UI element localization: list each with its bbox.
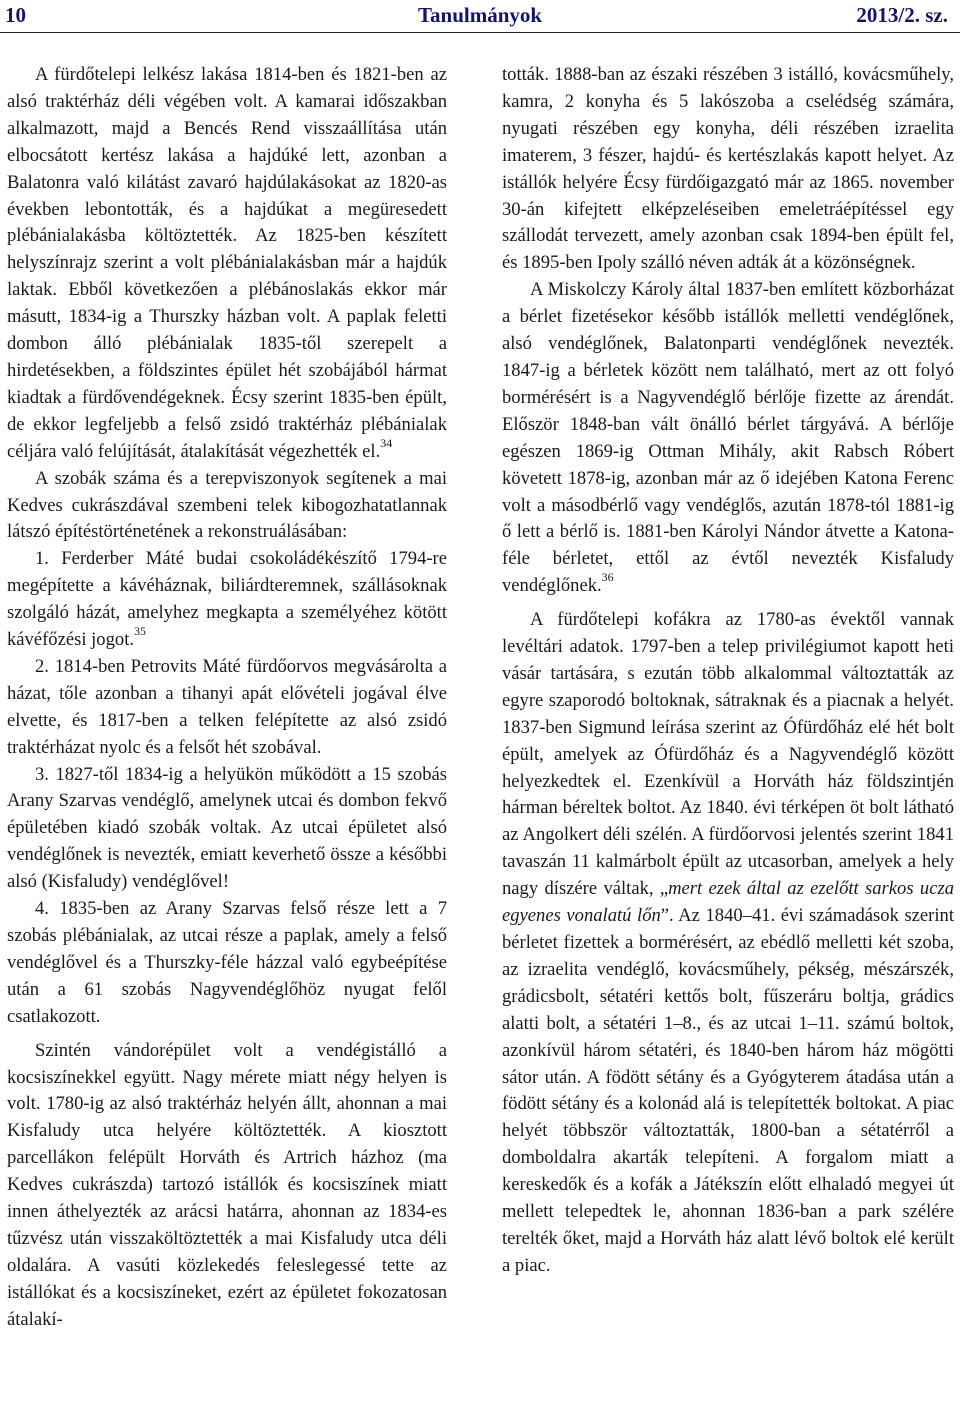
paragraph: Szintén vándorépület volt a vendégistálló a kocsiszínekkel együtt. Nagy mérete miatt négy helyen is volt. 1780-ig az alsó traktérház helyén állt, ahonnan a mai Kisfaludy utca helyére költöztették. A kiosztott parcellákon felépült Horváth és Artrich házhoz (ma Kedves cukrászda) tartozó istállók és kocsiszínek miatt innen áthelyezték az arácsi határra, ahonnan az 1834-es tűzvész után visszaköltöztették a mai Kisfaludy utca déli oldalára. A vasúti közlekedés feleslegessé tette az istállókat és a kocsiszíneket, ezért az épületet fokozatosan átalakí- — [7, 1039, 447, 1330]
paragraph: A szobák száma és a terepviszonyok segítenek a mai Kedves cukrászdával szembeni telek kibogozhatatlannak látszó építéstörténetének a rekonstruálásában: — [7, 467, 447, 543]
paragraph: 4. 1835-ben az Arany Szarvas felső része lett a 7 szobás plébánialak, az utcai része a paplak, amely a felső vendéglővel és a Thurszky-féle házzal való egybeépítése után a 61 szobás Nagyvendéglőhöz nyugat felől csatlakozott. — [7, 898, 447, 1027]
paragraph: 1. Ferderber Máté budai csokoládékészítő 1794-re megépítette a kávéháznak, biliárdteremnek, szállásoknak szolgáló házát, amelyhez megkapta a személyéhez kötött kávéfőzési jogot.$^{35}$ — [7, 548, 447, 651]
footnote-ref[interactable]: 35 — [134, 623, 147, 638]
quote-italic: mert ezek által az ezelőtt sarkos ucza egyenes vonalatú lőn — [502, 878, 954, 927]
paragraph: A fürdőtelepi lelkész lakása 1814-ben és 1821-ben az alsó traktérház déli végében volt. A kamarai időszakban alkalmazott, majd a Bencés Rend visszaállítása után elbocsátott kertész lakása a hajdúké lett, azonban a Balatonra való kilátást zavaró hajdúlakásokat az 1820-as években lebontották, és a hajdúkat a megüresedett plébánialakásba költöztették. Az 1825-ben készített helyszínrajz szerint a volt plébánialakásban már a hajdúk laktak. Ebből következően a plébánoslakás ekkor már másutt, 1834-ig a Thurszky házban volt. A paplak feletti dombon álló plébánialak 1835-től szerepelt a hirdetésekben, a földszintes épület hét szobájából hármat kiadtak a fürdővendégeknek. Écsy szerint 1835-ben épült, de ekkor legfeljebb a felső zsidó traktérház plébánialak céljára való felújítását, átalakítását végezhették el.$^{34}$ — [7, 64, 447, 462]
journal-title: Tanulmányok — [417, 3, 543, 27]
footnote-ref[interactable]: 34 — [380, 435, 393, 450]
paragraph: A Miskolczy Károly által 1837-ben említett közborházat a bérlet fizetésekor később istállók melletti vendéglőnek, alsó vendéglőnek, Balatonparti vendéglőnek nevezték. 1847-ig a bérletek között nem található, mert az ott folyó bormérésért is a Nagyvendéglő bérlője fizette az árendát. Először 1848-ban vált önálló bérlet tárgyává. A bérlője egészen 1869-ig Ottman Mihály, akit Rabsch Róbert követett 1878-ig, azonban már az ő idejében Katona Ferenc volt a másodbérlő vagy vendéglős, azután 1878-tól 1881-ig ő lett a bérlő is. 1881-ben Károlyi Nándor átvette a Katona-féle bérletet, ettől az évtől nevezték Kisfaludy vendéglőnek.$^{36}$ — [502, 279, 954, 597]
paragraph: A fürdőtelepi kofákra az 1780-as évektől vannak levéltári adatok. 1797-ben a telep privilégiumot kapott heti vásár tartására, s ezután több alkalommal változtatták az egyre szaporodó boltoknak, sátraknak és a piacnak a helyét. 1837-ben Sigmund leírása szerint az Ófürdőház elé hét bolt épült, amelyek az Ófürdőház és a Nagyvendéglő között helyezkedtek el. Ezenkívül a Horváth ház földszintjén hárman béreltek boltot. Az 1840. évi térképen öt bolt látható az Angolkert déli szélén. A fürdőorvosi jelentés szerint 1841 tavaszán 11 kalmárbolt épült az utcasorban, amelyek a hely nagy díszére váltak, „mert ezek által az ezelőtt sarkos ucza egyenes vonalatú lőn”. Az 1840–41. évi számadások szerint bérletet fizettek a bormérésért, az ebédlő melletti két szoba, az izraelita vendéglő, kovácsműhely, pékség, mészárszék, grádicsbolt, sétatéri kettős bolt, fűszeráru boltja, grádics alatti bolt, a sétatéri 1–8., és az utcai 1–11. számú boltok, azonkívül három sétatéri, és 1840-ben három ház mögötti sátor után. A födött sétány és a Gyógyterem átadása után a födött sétány és a kolonád alá is telepítették boltokat. A piac helyét többször változtatták, 1800-ban a sétatérről a domboldalra akarták telepíteni. A forgalom miatt a kereskedők és a kofák a Játékszín előtt elhaladó megyei út mellett telepedtek le, ahonnan 1836-ban a park szélére terelték őket, majd a Horváth ház alatt lévő boltok elé került a piac. — [502, 609, 955, 1276]
page-header — [0, 0, 960, 33]
page-number: 10 — [5, 3, 26, 27]
left-column — [7, 62, 447, 1334]
paragraph: tották. 1888-ban az északi részében 3 istálló, kovácsműhely, kamra, 2 konyha és 5 lakószoba a cselédség számára, nyugati részében egy konyha, déli részében izraelita imaterem, 3 fészer, hajdú- és kertészlakás kapott helyet. Az istállók helyére Écsy fürdőigazgató már az 1865. november 30-án kifejtett elképzeléseiben emeletráépítéssel egy szállodát tervezett, amely azonban csak 1894-ben épült fel, és 1895-ben Ipoly szálló néven adták át a közönségnek. — [502, 64, 954, 274]
paragraph: 2. 1814-ben Petrovits Máté fürdőorvos megvásárolta a házat, tőle azonban a tihanyi apát elővételi jogával élve elvette, és 1817-ben a telken felépítette az alsó zsidó traktérházat nyolc és a felsőt hét szobával. — [7, 655, 447, 758]
paragraph: 3. 1827-től 1834-ig a helyükön működött a 15 szobás Arany Szarvas vendéglő, amelynek utcai és dombon fekvő épületében kiadó szobák voltak. Az utcai épületet alsó vendéglőnek is nevezték, emiatt keverhető össze a későbbi alsó (Kisfaludy) vendéglővel! — [7, 763, 447, 893]
issue-label: 2013/2. sz. — [856, 3, 948, 27]
footnote-ref[interactable]: 36 — [601, 570, 614, 585]
right-column — [502, 62, 954, 1280]
